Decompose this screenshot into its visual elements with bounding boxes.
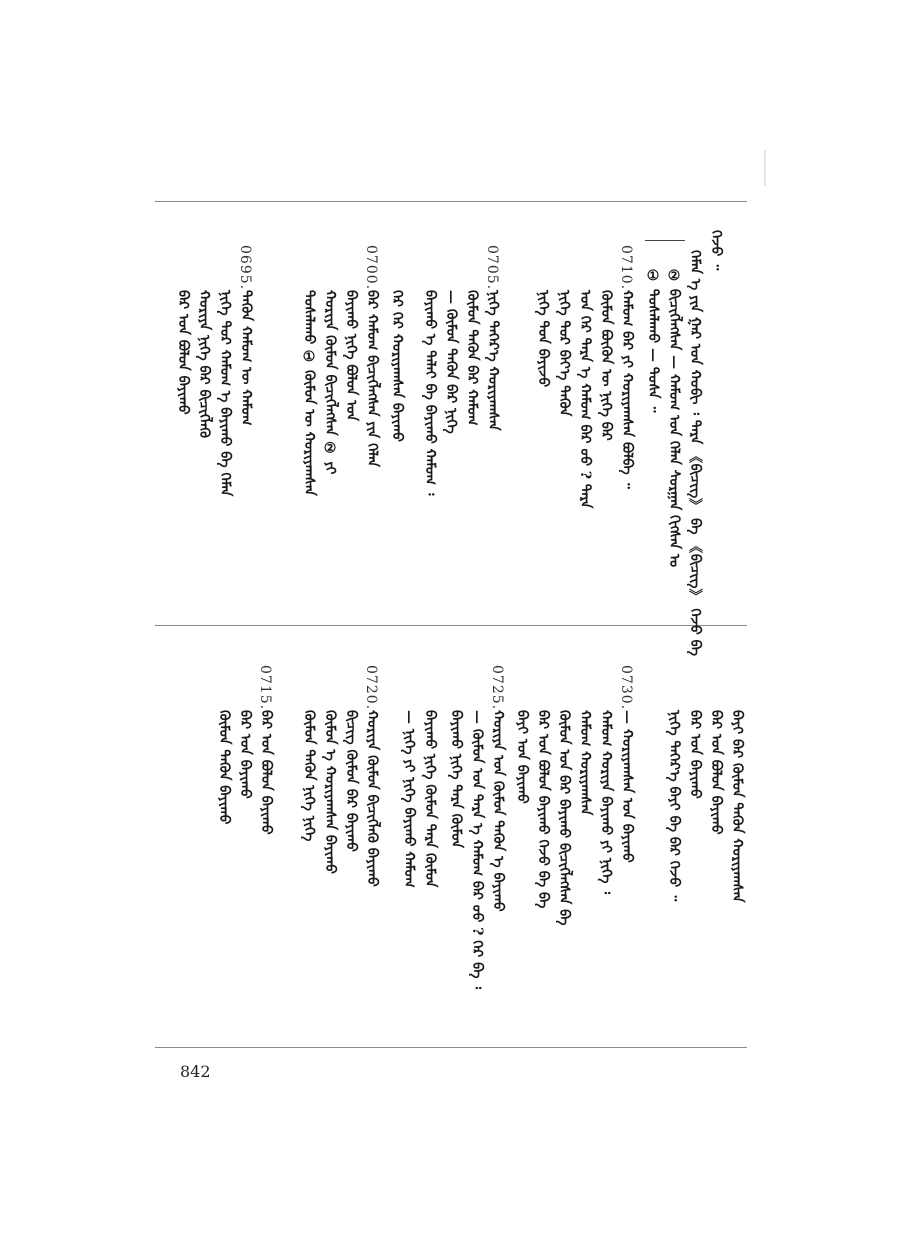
text-column: ᠬᠤᠷᠢᠶᠠ ᠬᠦᠮᠦᠨ ᠪᠢᠴᠢᠭᠯᠡᠭᠰᠡᠨ ② ᠶᠢ [322, 290, 338, 475]
text-column: ᠪᠠᠶᠢ ᠤᠨ ᠪᠠᠶᠢᠬᠤ [514, 710, 530, 804]
text-column: ᠲᠤᠰᠠᠯᠠᠬᠤ ① ᠬᠦᠮᠦᠨ ᠦ ᠬᠤᠷᠢᠶᠠᠭᠰᠠᠨ [301, 290, 317, 496]
text-column: ᠪᠠᠷ ᠬᠠᠮᠤᠭ ᠪᠢᠴᠢᠭᠯᠡᠭᠰᠡᠨ ᠶᠢᠨ ᠬᠡᠯᠡᠨ [364, 290, 380, 468]
text-column: ᠬᠠᠮᠤᠭ ᠪᠠᠷ ᠶᠢ ᠬᠤᠷᠢᠶᠠᠭᠰᠠᠨ ᠪᠤᠯᠪᠠ ᠃ [619, 290, 635, 489]
footnote-separator [645, 240, 685, 241]
footnote-line: ② ᠪᠢᠴᠢᠭᠯᠡᠭᠰᠡᠨ — ᠬᠠᠮᠤᠭ ᠤᠨ ᠬᠡᠯᠡᠨ ᠰᠤᠷᠭᠠᠨ ᠬᠢᠭᠰᠡᠨ ᠤ [666, 268, 682, 568]
text-column: ᠬᠤᠷᠢᠶᠠ ᠨᠢᠭᠡ ᠪᠠᠷ ᠪᠢᠴᠢᠭᠯᠡᠬᠦ [196, 290, 212, 438]
verse-number: 0705. [484, 245, 500, 291]
text-column: ᠪᠠᠷ ᠤᠨ ᠪᠤᠯᠤᠨ ᠪᠠᠶᠢᠬᠤ [708, 710, 724, 835]
text-column: — ᠬᠦᠮᠦᠨ ᠤᠨ ᠲᠡᠷᠡ ᠡ ᠬᠠᠮᠤᠭ ᠪᠠᠷ ᠤᠤ ? ᠭᠡᠷ ᠪᠠ ᠄ [469, 710, 485, 990]
text-column: ᠬᠦᠮᠦᠨ ᠲᠡᠭᠦᠨ ᠪᠠᠶᠢᠬᠤ [216, 710, 232, 825]
verse-number: 0725. [489, 665, 505, 711]
text-column: — ᠨᠢᠭᠡ ᠶᠢ ᠨᠢᠭᠡ ᠪᠠᠶᠢᠬᠤ ᠬᠠᠮᠤᠭ [401, 710, 417, 888]
text-column: ᠨᠢᠭᠡ ᠳᠡᠭᠡᠷ᠎ᠡ ᠪᠠᠶᠢ ᠪᠠ ᠪᠠᠷ ᠭᠡᠵᠦ ᠃ [666, 710, 682, 902]
text-column: ᠬᠤᠷᠢᠶᠠ ᠬᠦᠮᠦᠨ ᠪᠢᠴᠢᠭᠯᠡᠬᠦ ᠪᠠᠶᠢᠬᠤ [364, 710, 380, 887]
footnote-line: ᠭᠡᠵᠦ ᠃ [708, 230, 724, 271]
text-column: ᠪᠠᠶᠢᠬᠤ ᠨᠢᠭᠡ ᠲᠡᠷᠡ ᠬᠦᠮᠦᠨ [448, 710, 464, 849]
text-column: ᠪᠠᠶᠢᠬᠤ ᠨᠢᠭᠡ ᠪᠤᠯᠤᠨ ᠤᠨ [343, 290, 359, 422]
text-column: ᠪᠠᠶᠢᠬᠤ ᠨᠢᠭᠡ ᠬᠦᠮᠦᠨ ᠲᠡᠷᠡ ᠬᠦᠮᠦᠨ [422, 710, 438, 888]
verse-number: 0710. [618, 245, 634, 291]
text-column: ᠬᠠᠮᠤᠭ ᠬᠤᠷᠢᠶᠠ ᠪᠠᠶᠢᠬᠤ ᠶᠢ ᠨᠢᠭᠡ ᠄ [598, 710, 614, 894]
text-column: — ᠬᠦᠮᠦᠨ ᠲᠡᠭᠦᠨ ᠪᠠᠷ ᠨᠢᠭᠡ [443, 290, 459, 434]
text-column: ᠪᠠᠷ ᠤᠨ ᠪᠠᠶᠢᠬᠤ [687, 710, 703, 799]
text-column: ᠬᠠᠮᠤᠭ ᠬᠤᠷᠢᠶᠠᠭᠰᠠᠨ [577, 710, 593, 816]
verse-number: 0715. [257, 665, 273, 711]
text-column: ᠪᠠᠷ ᠤᠨ ᠪᠤᠯᠤᠨ ᠪᠠᠶᠢᠬᠤ [175, 290, 191, 415]
text-column: ᠨᠢᠭᠡ ᠳᠤᠷ ᠪᠡᠶ᠎ᠡ ᠲᠡᠭᠦᠨ [556, 290, 572, 417]
text-column: ᠪᠠᠷ ᠤᠨ ᠪᠤᠯᠤᠨ ᠪᠠᠶᠢᠬᠤ [258, 710, 274, 835]
text-column: ᠬᠦᠮᠦᠨ ᠤᠨ ᠪᠠᠷ ᠪᠠᠶᠢᠬᠤ ᠪᠢᠴᠢᠭᠯᠡᠭᠰᠡᠨ ᠪᠠ [556, 710, 572, 926]
text-column: ᠬᠦᠮᠦᠨ ᠪᠦᠬᠦᠨ ᠦ ᠨᠢᠭᠡ ᠪᠠᠷ [598, 290, 614, 441]
text-column: ᠨᠢᠭᠡ ᠳᠡᠭᠡᠷ᠎ᠡ ᠬᠤᠷᠢᠶᠠᠭᠰᠠᠨ [485, 290, 501, 431]
text-column: ᠤᠨ ᠭᠡᠷ ᠲᠡᠷᠡ ᠡ ᠬᠠᠮᠤᠭ ᠪᠠᠷ ᠤᠤ ? ᠲᠡᠷᠡ [577, 290, 593, 509]
verse-number: 0695. [237, 245, 253, 291]
verse-number: 0700. [363, 245, 379, 291]
page-number: 842 [180, 1062, 211, 1081]
footnote-line: ᠬᠡᠮᠡᠨ ᠡ ᠶᠢᠨ ᠭᠠᠷ ᠤᠨ ᠬᠤᠪᠢ ᠄ ᠲᠡᠷᠡ 《ᠪᠢᠴᠢᠭ》 ᠪᠠ 《ᠪᠢᠴᠢᠭ》 ᠭᠡᠵᠦ ᠪᠠ [687, 250, 703, 656]
top-rule [155, 201, 747, 202]
text-column: ᠪᠠᠶᠢᠬᠤ ᠡ ᠳᠠᠯᠠᠢ ᠪᠠ ᠪᠠᠶᠢᠬᠤ ᠬᠠᠮᠤᠭ ᠄ [422, 290, 438, 496]
text-column: ᠨᠢᠭᠡ ᠳᠤᠨ ᠪᠠᠶᠢᠵᠤ [535, 290, 551, 388]
bottom-rule [155, 1047, 747, 1048]
text-column: ᠬᠤᠷᠢᠶᠠ ᠤᠨ ᠬᠦᠮᠦᠨ ᠲᠡᠭᠦᠨ ᠡ ᠪᠠᠶᠢᠬᠤ [490, 710, 506, 912]
text-column: — ᠬᠤᠷᠢᠶᠠᠭᠰᠠᠨ ᠤᠨ ᠪᠠᠶᠢᠬᠤ [619, 710, 635, 863]
text-column: ᠪᠠᠷ ᠤᠨ ᠪᠠᠶᠢᠬᠤ [237, 710, 253, 799]
text-column: ᠪᠠᠷ ᠤᠨ ᠪᠤᠯᠤᠨ ᠪᠠᠶᠢᠬᠤ ᠭᠡᠵᠦ ᠪᠠ ᠪᠠ [535, 710, 551, 909]
verse-number: 0730. [618, 665, 634, 711]
verse-number: 0720. [363, 665, 379, 711]
text-column: ᠲᠡᠭᠦᠨ ᠬᠠᠮᠤᠭ ᠦ ᠬᠠᠮᠤᠭ [238, 290, 254, 426]
text-column: ᠬᠦᠮᠦᠨ ᠲᠡᠭᠦᠨ ᠨᠢᠭᠡ ᠨᠢᠭᠡ [301, 710, 317, 842]
text-column: ᠨᠢᠭᠡ ᠳᠤᠷ ᠬᠠᠮᠤᠭ ᠡ ᠪᠠᠶᠢᠬᠤ ᠪᠠ ᠬᠡᠮᠡᠨ [217, 290, 233, 497]
middle-rule [155, 625, 747, 626]
text-column: ᠭᠡᠷ ᠭᠡᠷ ᠬᠤᠷᠢᠶᠠᠭᠰᠠᠨ ᠪᠠᠶᠢᠬᠤ [389, 290, 405, 442]
footnote-line: ① ᠲᠤᠰᠠᠯᠠᠬᠤ — ᠲᠤᠰᠠ ᠃ [645, 268, 661, 413]
text-column: ᠬᠦᠮᠦᠨ ᠲᠡᠭᠦᠨ ᠪᠠᠷ ᠬᠠᠮᠤᠭ [464, 290, 480, 426]
text-column: ᠪᠢᠴᠢᠭ ᠬᠦᠮᠦᠨ ᠪᠠᠷ ᠪᠠᠶᠢᠬᠤ [343, 710, 359, 852]
page-fold-mark [764, 150, 766, 186]
text-column: ᠪᠠᠶᠢ ᠪᠠᠷ ᠬᠦᠮᠦᠨ ᠲᠡᠭᠦᠨ ᠬᠤᠷᠢᠶᠠᠭᠰᠠᠨ [729, 710, 745, 903]
text-column: ᠬᠦᠮᠦᠨ ᠡ ᠬᠤᠷᠢᠶᠠᠭᠰᠠᠨ ᠪᠠᠶᠢᠬᠤ [322, 710, 338, 874]
